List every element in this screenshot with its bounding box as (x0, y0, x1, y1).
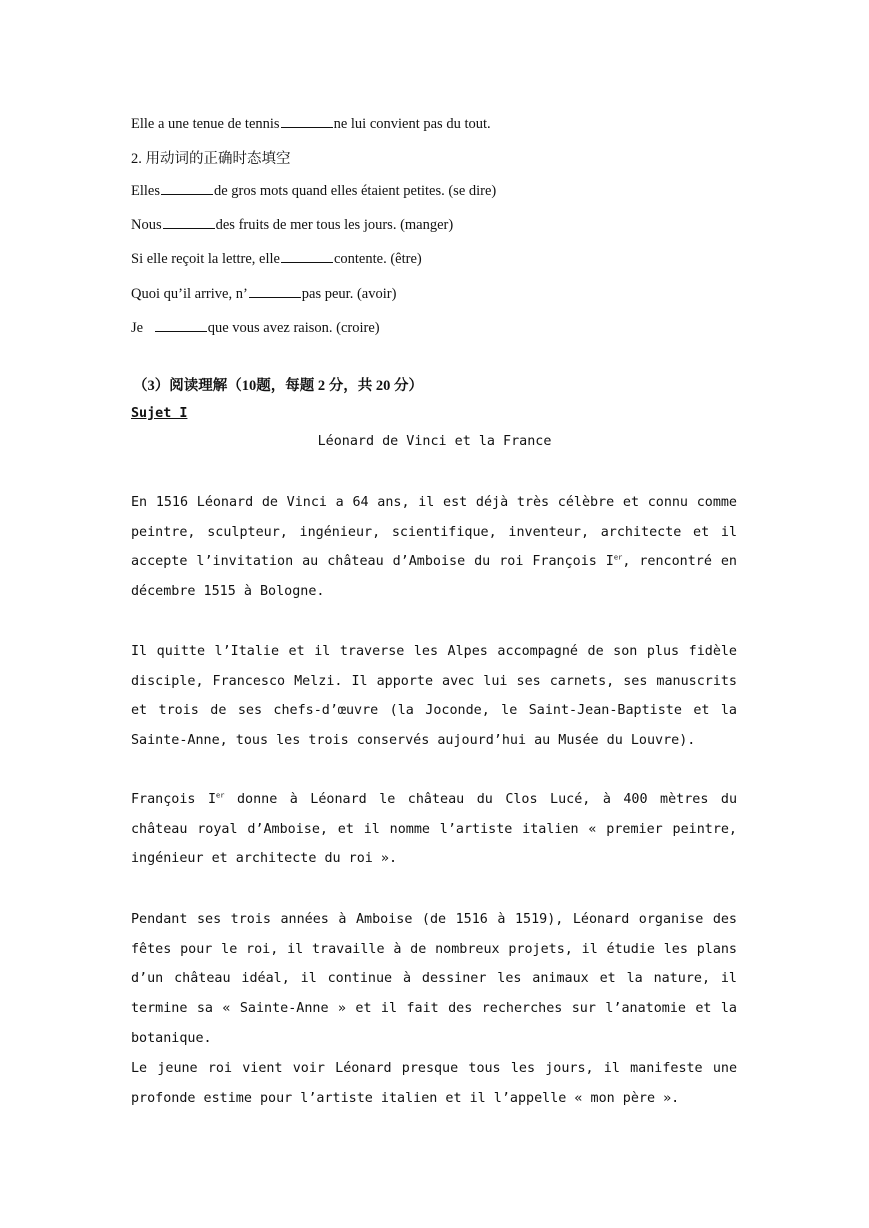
reading-paragraph: Pendant ses trois années à Amboise (de 1516 à 1519), Léonard organise des fêtes pour le roi, il travaille à de nombreux projets, il étudie les plans d’un château idéal, il continue à dessiner les animaux et la nature, il termine sa « Sainte-Anne » et il fait des recherches sur l’anatomie et la botanique. (131, 912, 737, 1046)
exercise-sentence (131, 114, 491, 133)
sentence-text: des fruits de mer tous les jours. (manger) (215, 217, 454, 233)
sentence-text: pas peur. (avoir) (301, 286, 397, 302)
exercise-sentence (131, 249, 422, 268)
exercise-sentence (131, 318, 380, 337)
answer-blank (161, 181, 213, 195)
reading-title: Léonard de Vinci et la France (317, 434, 552, 449)
sentence-text: Si elle reçoit la lettre, elle (131, 251, 280, 267)
reading-paragraph: Le jeune roi vient voir Léonard presque tous les jours, il manifeste une profonde estime pour l’artiste italien et il l’appelle « mon père ». (131, 1061, 737, 1106)
sentence-text: contente. (être) (333, 251, 422, 267)
answer-blank (281, 249, 333, 263)
reading-paragraph: En 1516 Léonard de Vinci a 64 ans, il est déjà très célèbre et connu comme peintre, sculpteur, ingénieur, scientifique, inventeur, architecte et il accepte l’invitation au château d’Amboise du roi François Ier, rencontré en décembre 1515 à Bologne. (131, 495, 737, 600)
answer-blank (281, 114, 333, 128)
sentence-text: Je (131, 320, 147, 336)
sentence-text: Nous (131, 217, 162, 233)
reading-paragraph: François Ier donne à Léonard le château du Clos Lucé, à 400 mètres du château royal d’Amboise, et il nomme l’artiste italien « premier peintre, ingénieur et architecte du roi ». (131, 791, 737, 867)
exercise-sentence (131, 215, 453, 234)
answer-blank (163, 215, 215, 229)
exercise-sentence (131, 181, 496, 200)
sentence-text: Quoi qu’il arrive, n’ (131, 286, 248, 302)
exercise-sentence (131, 284, 396, 303)
sentence-text: de gros mots quand elles étaient petites. (se dire) (214, 183, 497, 199)
subject-label: Sujet I (131, 406, 188, 421)
section-heading: （3）阅读理解（10题，每题 2 分，共 20 分） (133, 378, 423, 394)
exercise2-heading: 2. 用动词的正确时态填空 (131, 151, 291, 167)
answer-blank (249, 284, 301, 298)
sentence-text: que vous avez raison. (croire) (207, 320, 380, 336)
sentence-text: Elle a une tenue de tennis (131, 116, 280, 132)
sentence-text: Elles (131, 183, 160, 199)
sentence-text: ne lui convient pas du tout. (333, 116, 491, 132)
answer-blank (155, 318, 207, 332)
reading-paragraph: Il quitte l’Italie et il traverse les Alpes accompagné de son plus fidèle disciple, Francesco Melzi. Il apporte avec lui ses carnets, ses manuscrits et trois de ses chefs-d’œuvre (la Joconde, le Saint-Jean-Baptiste et la Sainte-Anne, tous les trois conservés aujourd’hui au Musée du Louvre). (131, 644, 737, 749)
